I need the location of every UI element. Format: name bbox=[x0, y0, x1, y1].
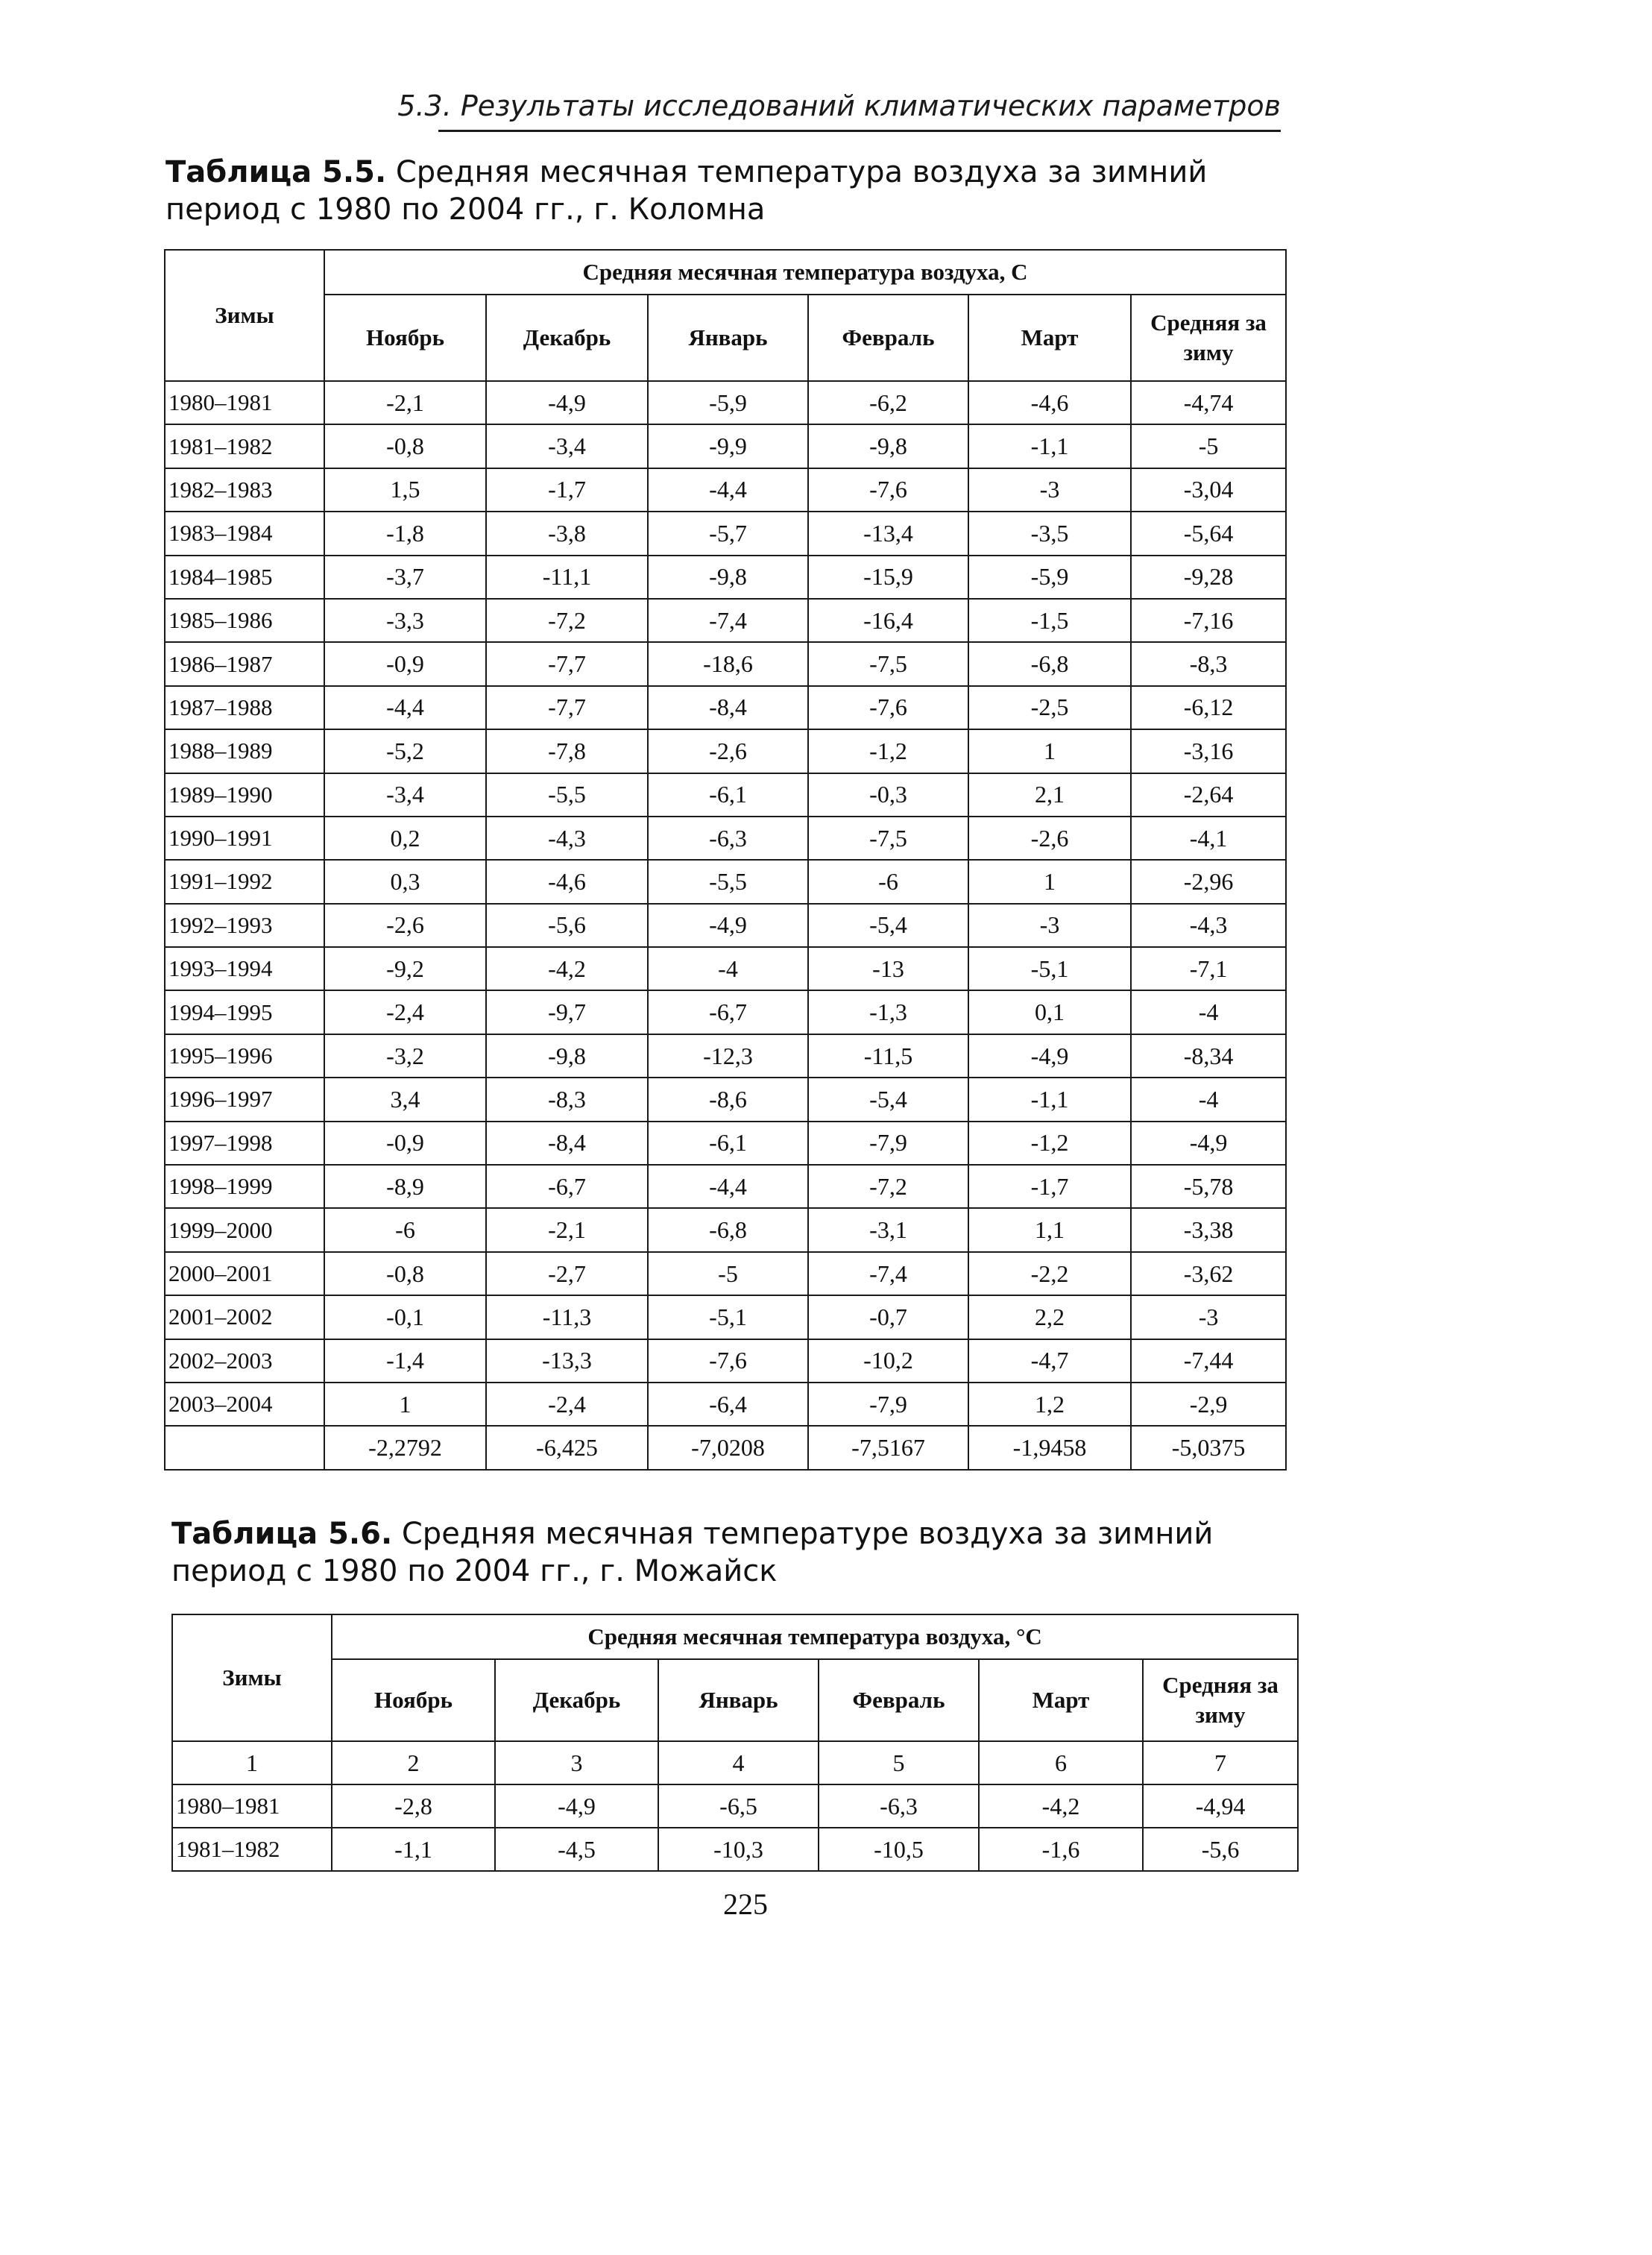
temperature-cell: -4,5 bbox=[495, 1828, 658, 1871]
temperature-cell: -1,6 bbox=[979, 1828, 1143, 1871]
temperature-cell: -1,2 bbox=[968, 1122, 1131, 1165]
temperature-cell: -8,4 bbox=[486, 1122, 648, 1165]
temperature-cell: -0,9 bbox=[324, 1122, 486, 1165]
winter-period-cell: 2003–2004 bbox=[165, 1383, 324, 1426]
temperature-cell: -10,3 bbox=[658, 1828, 819, 1871]
table-row bbox=[165, 642, 1286, 685]
table-row bbox=[165, 381, 1286, 424]
group-header: Средняя месячная температура воздуха, С bbox=[324, 250, 1286, 295]
temperature-cell: -2,64 bbox=[1131, 773, 1286, 817]
winter-period-cell: 2000–2001 bbox=[165, 1252, 324, 1295]
table-row bbox=[172, 1828, 1298, 1871]
temperature-cell: -7,0208 bbox=[648, 1426, 808, 1469]
table-row bbox=[165, 1383, 1286, 1426]
temperature-cell: -0,3 bbox=[808, 773, 968, 817]
winter-period-cell: 1993–1994 bbox=[165, 947, 324, 990]
temperature-cell: -7,8 bbox=[486, 729, 648, 773]
winter-period-cell: 1980–1981 bbox=[172, 1784, 332, 1828]
temperature-cell: -8,3 bbox=[486, 1078, 648, 1121]
winter-period-cell: 2002–2003 bbox=[165, 1339, 324, 1383]
temperature-cell: -3,38 bbox=[1131, 1208, 1286, 1251]
temperature-cell: -7,9 bbox=[808, 1383, 968, 1426]
temperature-cell: -2,96 bbox=[1131, 860, 1286, 903]
temperature-cell: -3,5 bbox=[968, 512, 1131, 555]
caption-text: Средняя месячная температуре воздуха за зимний период с 1980 по 2004 гг., г. Можайск bbox=[171, 1517, 1214, 1588]
temperature-cell: -2,1 bbox=[324, 381, 486, 424]
winter-period-cell: 1996–1997 bbox=[165, 1078, 324, 1121]
winter-period-cell: 1989–1990 bbox=[165, 773, 324, 817]
temperature-cell: -12,3 bbox=[648, 1034, 808, 1078]
caption-number: Таблица 5.6. bbox=[171, 1517, 393, 1551]
temperature-cell: -4,9 bbox=[1131, 1122, 1286, 1165]
temperature-cell: -7,7 bbox=[486, 642, 648, 685]
temperature-cell: -3,62 bbox=[1131, 1252, 1286, 1295]
temperature-cell: -7,7 bbox=[486, 686, 648, 729]
temperature-cell: -1,8 bbox=[324, 512, 486, 555]
temperature-cell: -4,4 bbox=[648, 468, 808, 512]
temperature-cell: -11,3 bbox=[486, 1295, 648, 1339]
temperature-cell: -4,2 bbox=[979, 1784, 1143, 1828]
winter-period-cell: 1994–1995 bbox=[165, 990, 324, 1034]
temperature-cell: -13,3 bbox=[486, 1339, 648, 1383]
winter-period-cell: 2001–2002 bbox=[165, 1295, 324, 1339]
temperature-cell: -4,7 bbox=[968, 1339, 1131, 1383]
temperature-cell: -7,9 bbox=[808, 1122, 968, 1165]
temperature-cell: -4,4 bbox=[648, 1165, 808, 1208]
temperature-cell: -8,34 bbox=[1131, 1034, 1286, 1078]
winter-period-cell: 1 bbox=[172, 1741, 332, 1784]
table-row bbox=[165, 424, 1286, 468]
temperature-cell: -0,8 bbox=[324, 424, 486, 468]
temperature-cell: -9,8 bbox=[808, 424, 968, 468]
temperature-cell: -3,4 bbox=[324, 773, 486, 817]
temperature-cell: -6,425 bbox=[486, 1426, 648, 1469]
caption-number: Таблица 5.5. bbox=[165, 155, 387, 189]
table-body bbox=[172, 1741, 1298, 1871]
table-row bbox=[165, 1426, 1286, 1469]
temperature-cell: -1,1 bbox=[968, 424, 1131, 468]
temperature-cell: -6 bbox=[324, 1208, 486, 1251]
temperature-cell: -5,9 bbox=[968, 556, 1131, 599]
temperature-cell: -3,16 bbox=[1131, 729, 1286, 773]
temperature-cell: -7,5167 bbox=[808, 1426, 968, 1469]
col-header-winter-average: Средняя за зиму bbox=[1131, 295, 1286, 381]
temperature-cell: 3 bbox=[495, 1741, 658, 1784]
temperature-cell: -5,1 bbox=[968, 947, 1131, 990]
temperature-cell: -2,6 bbox=[968, 817, 1131, 860]
temperature-cell: -9,7 bbox=[486, 990, 648, 1034]
winter-period-cell: 1987–1988 bbox=[165, 686, 324, 729]
temperature-cell: -1,4 bbox=[324, 1339, 486, 1383]
temperature-cell: -3,3 bbox=[324, 599, 486, 642]
temperature-cell: -0,9 bbox=[324, 642, 486, 685]
temperature-cell: -3 bbox=[968, 468, 1131, 512]
temperature-cell: 1 bbox=[968, 860, 1131, 903]
table-5-5 bbox=[164, 249, 1287, 1471]
temperature-cell: -0,7 bbox=[808, 1295, 968, 1339]
temperature-cell: 1 bbox=[968, 729, 1131, 773]
temperature-cell: -5,64 bbox=[1131, 512, 1286, 555]
temperature-cell: -6,1 bbox=[648, 1122, 808, 1165]
col-header-month: Ноябрь bbox=[324, 295, 486, 381]
temperature-cell: -4,3 bbox=[486, 817, 648, 860]
table-row bbox=[165, 904, 1286, 947]
winter-period-cell: 1981–1982 bbox=[172, 1828, 332, 1871]
temperature-cell: -7,1 bbox=[1131, 947, 1286, 990]
temperature-cell: -3,7 bbox=[324, 556, 486, 599]
temperature-cell: -0,1 bbox=[324, 1295, 486, 1339]
temperature-cell: -4,2 bbox=[486, 947, 648, 990]
temperature-cell: -15,9 bbox=[808, 556, 968, 599]
temperature-cell: -4,4 bbox=[324, 686, 486, 729]
header-rule bbox=[438, 130, 1281, 132]
temperature-cell: -4,3 bbox=[1131, 904, 1286, 947]
temperature-cell: -2,2792 bbox=[324, 1426, 486, 1469]
temperature-cell: -4,9 bbox=[648, 904, 808, 947]
temperature-cell: -6,5 bbox=[658, 1784, 819, 1828]
table-5-6 bbox=[171, 1614, 1299, 1872]
table-row bbox=[165, 468, 1286, 512]
temperature-cell: -10,5 bbox=[819, 1828, 979, 1871]
col-header-month: Февраль bbox=[819, 1659, 979, 1741]
temperature-cell: -9,28 bbox=[1131, 556, 1286, 599]
temperature-cell: -0,8 bbox=[324, 1252, 486, 1295]
temperature-cell: -7,2 bbox=[808, 1165, 968, 1208]
temperature-cell: -3,8 bbox=[486, 512, 648, 555]
temperature-cell: -7,44 bbox=[1131, 1339, 1286, 1383]
temperature-cell: -4,9 bbox=[968, 1034, 1131, 1078]
table-row bbox=[165, 599, 1286, 642]
temperature-cell: 0,2 bbox=[324, 817, 486, 860]
temperature-cell: -1,7 bbox=[486, 468, 648, 512]
temperature-cell: -1,3 bbox=[808, 990, 968, 1034]
temperature-cell: -7,16 bbox=[1131, 599, 1286, 642]
col-header-month: Март bbox=[968, 295, 1131, 381]
temperature-cell: -5,78 bbox=[1131, 1165, 1286, 1208]
temperature-cell: -8,4 bbox=[648, 686, 808, 729]
temperature-cell: -5,9 bbox=[648, 381, 808, 424]
temperature-cell: -5,6 bbox=[1143, 1828, 1298, 1871]
temperature-cell: -13 bbox=[808, 947, 968, 990]
table-row bbox=[165, 947, 1286, 990]
table-row bbox=[165, 860, 1286, 903]
table-row bbox=[165, 773, 1286, 817]
temperature-cell: -5,1 bbox=[648, 1295, 808, 1339]
table-row bbox=[165, 729, 1286, 773]
col-header-month: Декабрь bbox=[486, 295, 648, 381]
temperature-cell: -6,7 bbox=[486, 1165, 648, 1208]
winter-period-cell: 1981–1982 bbox=[165, 424, 324, 468]
col-header-month: Март bbox=[979, 1659, 1143, 1741]
temperature-cell: -5,4 bbox=[808, 1078, 968, 1121]
table-row bbox=[165, 1208, 1286, 1251]
temperature-cell: -2,4 bbox=[324, 990, 486, 1034]
temperature-cell: -6,7 bbox=[648, 990, 808, 1034]
temperature-cell: -4,6 bbox=[968, 381, 1131, 424]
temperature-cell: 0,1 bbox=[968, 990, 1131, 1034]
running-head: 5.3. Результаты исследований климатических параметров bbox=[397, 89, 1281, 122]
temperature-cell: -2,2 bbox=[968, 1252, 1131, 1295]
table-row bbox=[165, 1034, 1286, 1078]
temperature-cell: -3,4 bbox=[486, 424, 648, 468]
temperature-cell: -6,12 bbox=[1131, 686, 1286, 729]
col-header-winters: Зимы bbox=[172, 1614, 332, 1741]
temperature-cell: -5,7 bbox=[648, 512, 808, 555]
table-row bbox=[165, 1252, 1286, 1295]
temperature-cell: -13,4 bbox=[808, 512, 968, 555]
winter-period-cell: 1991–1992 bbox=[165, 860, 324, 903]
temperature-cell: -5,4 bbox=[808, 904, 968, 947]
table-5-6-caption bbox=[171, 1515, 1297, 1590]
winter-period-cell bbox=[165, 1426, 324, 1469]
table-row bbox=[165, 1165, 1286, 1208]
temperature-cell: -7,5 bbox=[808, 817, 968, 860]
temperature-cell: -11,1 bbox=[486, 556, 648, 599]
table-row bbox=[165, 990, 1286, 1034]
temperature-cell: -16,4 bbox=[808, 599, 968, 642]
temperature-cell: 1 bbox=[324, 1383, 486, 1426]
winter-period-cell: 1995–1996 bbox=[165, 1034, 324, 1078]
col-header-month: Февраль bbox=[808, 295, 968, 381]
temperature-cell: -2,8 bbox=[332, 1784, 495, 1828]
temperature-cell: -10,2 bbox=[808, 1339, 968, 1383]
temperature-cell: -6,3 bbox=[819, 1784, 979, 1828]
temperature-cell: -6,1 bbox=[648, 773, 808, 817]
table-5-5-caption bbox=[165, 154, 1284, 228]
winter-period-cell: 1986–1987 bbox=[165, 642, 324, 685]
winter-period-cell: 1998–1999 bbox=[165, 1165, 324, 1208]
table-row bbox=[165, 1122, 1286, 1165]
temperature-cell: -3,2 bbox=[324, 1034, 486, 1078]
temperature-cell: -6 bbox=[808, 860, 968, 903]
temperature-cell: -8,6 bbox=[648, 1078, 808, 1121]
temperature-cell: -7,4 bbox=[648, 599, 808, 642]
temperature-cell: -7,4 bbox=[808, 1252, 968, 1295]
temperature-cell: -9,2 bbox=[324, 947, 486, 990]
temperature-cell: 4 bbox=[658, 1741, 819, 1784]
temperature-cell: -4,74 bbox=[1131, 381, 1286, 424]
temperature-cell: -4,6 bbox=[486, 860, 648, 903]
table-row bbox=[165, 1295, 1286, 1339]
table-row bbox=[172, 1784, 1298, 1828]
temperature-cell: 7 bbox=[1143, 1741, 1298, 1784]
col-header-winter-average: Средняя за зиму bbox=[1143, 1659, 1298, 1741]
temperature-cell: -2,6 bbox=[648, 729, 808, 773]
col-header-month: Ноябрь bbox=[332, 1659, 495, 1741]
winter-period-cell: 1984–1985 bbox=[165, 556, 324, 599]
col-header-month: Декабрь bbox=[495, 1659, 658, 1741]
temperature-cell: -5 bbox=[648, 1252, 808, 1295]
temperature-cell: -2,5 bbox=[968, 686, 1131, 729]
temperature-cell: -2,9 bbox=[1131, 1383, 1286, 1426]
caption-text: Средняя месячная температура воздуха за зимний период с 1980 по 2004 гг., г. Коломна bbox=[165, 155, 1208, 227]
temperature-cell: -1,9458 bbox=[968, 1426, 1131, 1469]
winter-period-cell: 1988–1989 bbox=[165, 729, 324, 773]
table-row bbox=[165, 1078, 1286, 1121]
temperature-cell: -3 bbox=[1131, 1295, 1286, 1339]
temperature-cell: -3 bbox=[968, 904, 1131, 947]
temperature-cell: -2,4 bbox=[486, 1383, 648, 1426]
temperature-cell: -8,3 bbox=[1131, 642, 1286, 685]
temperature-cell: -6,2 bbox=[808, 381, 968, 424]
temperature-cell: 1,2 bbox=[968, 1383, 1131, 1426]
temperature-cell: -7,5 bbox=[808, 642, 968, 685]
temperature-cell: -11,5 bbox=[808, 1034, 968, 1078]
table-row bbox=[165, 817, 1286, 860]
temperature-cell: -5,0375 bbox=[1131, 1426, 1286, 1469]
temperature-cell: -2,7 bbox=[486, 1252, 648, 1295]
temperature-cell: -6,8 bbox=[648, 1208, 808, 1251]
temperature-cell: -9,8 bbox=[486, 1034, 648, 1078]
temperature-cell: -1,1 bbox=[332, 1828, 495, 1871]
temperature-cell: -1,5 bbox=[968, 599, 1131, 642]
temperature-cell: 3,4 bbox=[324, 1078, 486, 1121]
temperature-cell: -4 bbox=[1131, 990, 1286, 1034]
temperature-cell: -4 bbox=[648, 947, 808, 990]
winter-period-cell: 1992–1993 bbox=[165, 904, 324, 947]
temperature-cell: -9,9 bbox=[648, 424, 808, 468]
temperature-cell: -6,8 bbox=[968, 642, 1131, 685]
temperature-cell: -4,94 bbox=[1143, 1784, 1298, 1828]
temperature-cell: -1,2 bbox=[808, 729, 968, 773]
winter-period-cell: 1980–1981 bbox=[165, 381, 324, 424]
page-number: 225 bbox=[723, 1887, 768, 1921]
winter-period-cell: 1999–2000 bbox=[165, 1208, 324, 1251]
temperature-cell: 1,5 bbox=[324, 468, 486, 512]
temperature-cell: -5,5 bbox=[486, 773, 648, 817]
temperature-cell: -7,6 bbox=[808, 468, 968, 512]
temperature-cell: -4,9 bbox=[486, 381, 648, 424]
temperature-cell: -1,7 bbox=[968, 1165, 1131, 1208]
temperature-cell: -3,04 bbox=[1131, 468, 1286, 512]
temperature-cell: -3,1 bbox=[808, 1208, 968, 1251]
temperature-cell: 2,1 bbox=[968, 773, 1131, 817]
table-body bbox=[165, 381, 1286, 1470]
temperature-cell: -7,6 bbox=[648, 1339, 808, 1383]
temperature-cell: -4 bbox=[1131, 1078, 1286, 1121]
temperature-cell: 5 bbox=[819, 1741, 979, 1784]
temperature-cell: -6,3 bbox=[648, 817, 808, 860]
temperature-cell: -4,1 bbox=[1131, 817, 1286, 860]
col-header-month: Январь bbox=[648, 295, 808, 381]
temperature-cell: -7,6 bbox=[808, 686, 968, 729]
winter-period-cell: 1982–1983 bbox=[165, 468, 324, 512]
table-row bbox=[172, 1741, 1298, 1784]
temperature-cell: -2,6 bbox=[324, 904, 486, 947]
temperature-cell: -5,5 bbox=[648, 860, 808, 903]
winter-period-cell: 1983–1984 bbox=[165, 512, 324, 555]
col-header-winters: Зимы bbox=[165, 250, 324, 381]
temperature-cell: -2,1 bbox=[486, 1208, 648, 1251]
table-row bbox=[165, 512, 1286, 555]
temperature-cell: -6,4 bbox=[648, 1383, 808, 1426]
temperature-cell: -4,9 bbox=[495, 1784, 658, 1828]
temperature-cell: 2,2 bbox=[968, 1295, 1131, 1339]
winter-period-cell: 1997–1998 bbox=[165, 1122, 324, 1165]
winter-period-cell: 1985–1986 bbox=[165, 599, 324, 642]
temperature-cell: -1,1 bbox=[968, 1078, 1131, 1121]
col-header-month: Январь bbox=[658, 1659, 819, 1741]
temperature-cell: -5,6 bbox=[486, 904, 648, 947]
temperature-cell: -8,9 bbox=[324, 1165, 486, 1208]
winter-period-cell: 1990–1991 bbox=[165, 817, 324, 860]
temperature-cell: 6 bbox=[979, 1741, 1143, 1784]
temperature-cell: 0,3 bbox=[324, 860, 486, 903]
temperature-cell: -18,6 bbox=[648, 642, 808, 685]
table-row bbox=[165, 1339, 1286, 1383]
table-row bbox=[165, 556, 1286, 599]
temperature-cell: -5,2 bbox=[324, 729, 486, 773]
temperature-cell: -9,8 bbox=[648, 556, 808, 599]
temperature-cell: 2 bbox=[332, 1741, 495, 1784]
temperature-cell: 1,1 bbox=[968, 1208, 1131, 1251]
temperature-cell: -5 bbox=[1131, 424, 1286, 468]
group-header: Средняя месячная температура воздуха, °С bbox=[332, 1614, 1298, 1659]
table-row bbox=[165, 686, 1286, 729]
temperature-cell: -7,2 bbox=[486, 599, 648, 642]
